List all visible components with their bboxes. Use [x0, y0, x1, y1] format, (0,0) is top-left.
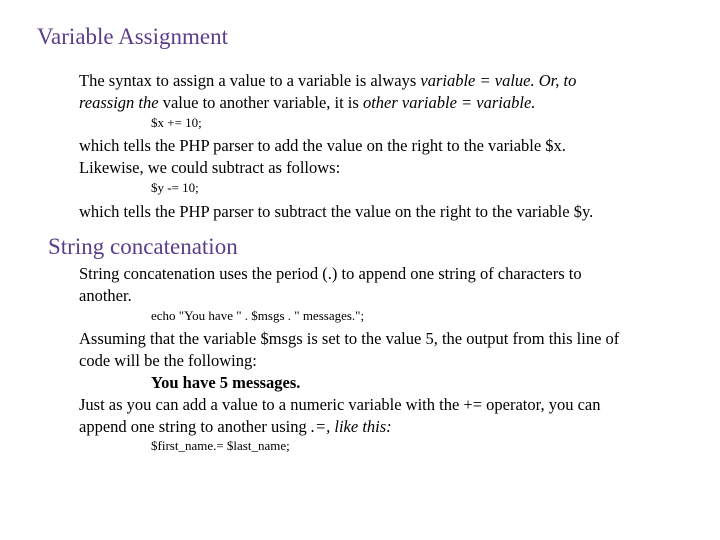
italic-text-run: .=, like this: [310, 417, 392, 436]
output-example: You have 5 messages. [151, 373, 301, 392]
text-run: value to another variable, it is [158, 93, 363, 112]
code-snippet: $y -= 10; [151, 180, 199, 195]
text-run: The syntax to assign a value to a variable is always [79, 71, 421, 90]
paragraph-line: Just as you can add a value to a numeric variable with the += operator, you can [79, 395, 601, 414]
paragraph-line: which tells the PHP parser to add the value on the right to the variable $x. [79, 136, 566, 155]
code-snippet: $first_name.= $last_name; [151, 438, 290, 453]
paragraph-line [79, 416, 392, 438]
paragraph-line [79, 70, 576, 92]
section-title-string-concatenation: String concatenation [48, 234, 238, 259]
code-snippet: echo "You have " . $msgs . " messages."; [151, 308, 365, 323]
italic-text-run: variable = value. Or, to [420, 71, 577, 90]
paragraph-line: Assuming that the variable $msgs is set to the value 5, the output from this line of [79, 329, 620, 348]
paragraph-line [79, 92, 535, 114]
section-title-variable-assignment: Variable Assignment [37, 24, 228, 49]
paragraph-line: code will be the following: [79, 351, 257, 370]
paragraph-line: another. [79, 286, 132, 305]
italic-text-run: reassign the [79, 93, 159, 112]
paragraph-line: which tells the PHP parser to subtract the value on the right to the variable $y. [79, 202, 594, 221]
italic-text-run: other variable = variable. [362, 93, 536, 112]
paragraph-line: String concatenation uses the period (.) to append one string of characters to [79, 264, 582, 283]
paragraph-line: Likewise, we could subtract as follows: [79, 158, 341, 177]
code-snippet: $x += 10; [151, 115, 202, 130]
text-run: append one string to another using [79, 417, 311, 436]
